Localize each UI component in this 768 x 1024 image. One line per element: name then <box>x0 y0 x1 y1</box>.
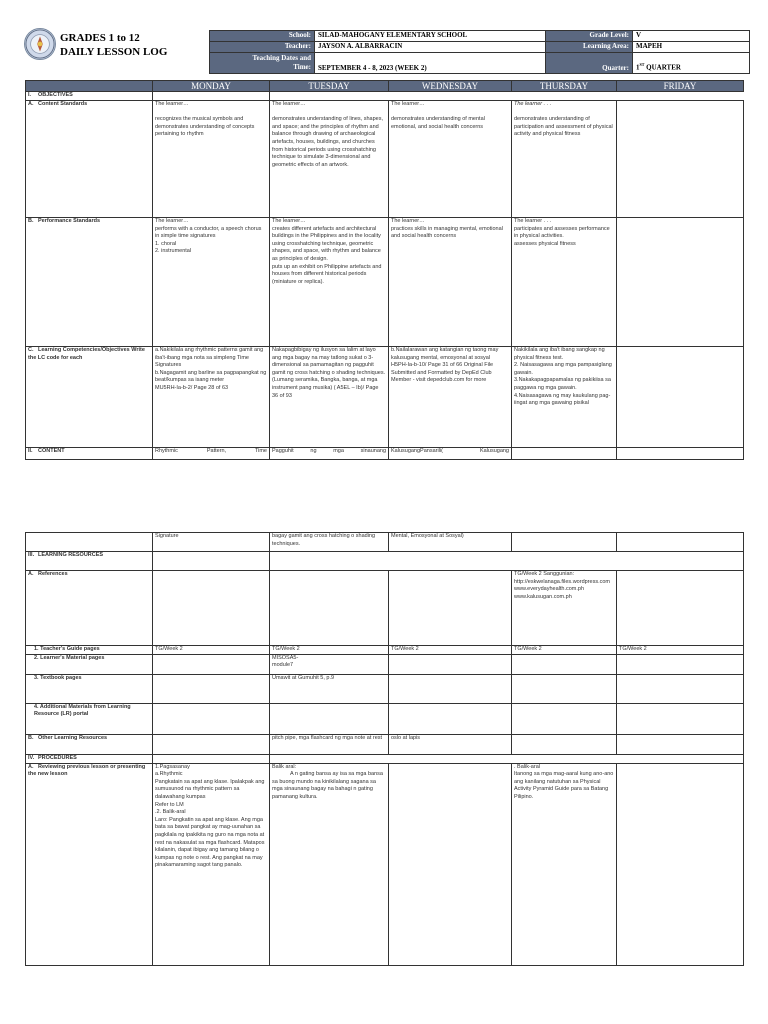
reviewing-label: A. Reviewing previous lesson or presenting the new lesson <box>26 763 153 965</box>
grade-level-value: V <box>633 31 750 42</box>
textbook-label: 3. Textbook pages <box>26 674 153 703</box>
title-line-2: DAILY LESSON LOG <box>60 46 168 58</box>
competencies-tue: Nakapagbibigay ng ilusyon sa lalim at layo ang mga bagay na may tatlong sukat o 3-dimensional sa pamamagitan ng pagguhit gamit ng cross hatching o shading techniques. (Lumang seramika, Bangka, banga, at mga instrument pang musika) ( A5EL – Ib)/ Page 36 of 93 <box>270 347 389 448</box>
learning-area-label: Learning Area: <box>546 42 633 53</box>
content-standards-mon: The learner… recognizes the musical symbols and demonstrates understanding of concepts pertaining to rhythm <box>153 101 270 218</box>
content-cont-thu <box>512 533 617 552</box>
additional-materials-mon <box>153 703 270 734</box>
teaching-dates-label-line2: Time: <box>293 63 311 71</box>
references-thu: TG/Week 2 Sanggunian: http://eskwelanaga.files.wordpress.com www.everydayhealth.com.ph www.kalusugan.com.ph <box>512 571 617 646</box>
learners-material-mon <box>153 654 270 674</box>
learning-resources-blank <box>270 552 744 571</box>
other-resources-label: B. Other Learning Resources <box>26 734 153 754</box>
content-cont-tue: bagay gamit ang cross hatching o shading techniques. <box>270 533 389 552</box>
day-monday: MONDAY <box>153 81 270 92</box>
objectives-heading: I. OBJECTIVES <box>26 92 153 101</box>
content-standards-wed: The learner… demonstrates understanding of mental emotional, and social health concerns <box>389 101 512 218</box>
references-wed <box>389 571 512 646</box>
other-resources-mon <box>153 734 270 754</box>
additional-materials-label: 4. Additional Materials from Learning Resource (LR) portal <box>26 703 153 734</box>
textbook-fri <box>617 674 744 703</box>
content-heading: II. CONTENT <box>26 448 153 460</box>
references-fri <box>617 571 744 646</box>
day-thursday: THURSDAY <box>512 81 617 92</box>
references-label: A. References <box>26 571 153 646</box>
content-cont-fri <box>617 533 744 552</box>
learning-resources-heading: III. LEARNING RESOURCES <box>26 552 153 571</box>
teaching-dates-label <box>210 53 315 74</box>
performance-standards-thu: The learner . . . participates and assesses performance in physical activities. assesses physical fitness <box>512 218 617 347</box>
learners-material-label: 2. Learner's Material pages <box>26 654 153 674</box>
competencies-fri <box>617 347 744 448</box>
learners-material-tue: MISOSA5- module7 <box>270 654 389 674</box>
additional-materials-wed <box>389 703 512 734</box>
teachers-guide-label: 1. Teacher's Guide pages <box>26 646 153 655</box>
teachers-guide-wed: TG/Week 2 <box>389 646 512 655</box>
content-standards-thu-head: The learner . . . <box>514 101 552 107</box>
performance-standards-mon: The learner… performs with a conductor, a speech chorus in simple time signatures 1. choral 2. instrumental <box>153 218 270 347</box>
days-corner <box>26 81 153 92</box>
learning-area-value: MAPEH <box>633 42 750 53</box>
lesson-log-title <box>60 31 167 59</box>
content-thu <box>512 448 617 460</box>
day-wednesday: WEDNESDAY <box>389 81 512 92</box>
performance-standards-tue: The learner… creates different artefacts and architectural buildings in the Philippines and in the locality using crosshatching technique, geometric shapes, and space, with rhythm and balance as principles of design. puts up an exhibit on Philippine artefacts and houses from different historical periods (miniature or replica). <box>270 218 389 347</box>
competencies-thu: Nakikilala ang iba't ibang sangkap ng physical fitness test. 2. Naisasagawa ang mga pampasiglang gawain. 3.Nakakapagpapamalas ng pakikiisa sa paggawa ng mga gawain. 4.Naisasagawa ng may kaukulang pag-iingat ang mga gawaing pisikal <box>512 347 617 448</box>
reviewing-mon: 1.Pagsasanay a.Rhythmic Pangkatain sa apat ang klase. Ipalakpak ang sumusunod na rhythmic pattern sa dalawahang kumpas Refer to LM .2. Balik-aral Laro: Pangkatin sa apat ang klase. Ang mga bata sa bawat pangkat ay mag-uunahan sa pagkilala ng ipakikita ng guro na mga nota at rest na nakasulat sa mga flashcard. Matapos kilalanin, dapat ibigay ang tamang bilang o kumpas ng note o rest. Ang pangkat na may pinakamaraming sagot tang panalo. <box>153 763 270 965</box>
school-value: SILAD-MAHOGANY ELEMENTARY SCHOOL <box>315 31 546 42</box>
teacher-value: JAYSON A. ALBARRACIN <box>315 42 546 53</box>
references-tue <box>270 571 389 646</box>
reviewing-fri <box>617 763 744 965</box>
textbook-wed <box>389 674 512 703</box>
quarter-number: 1 <box>636 63 640 72</box>
content-standards-fri <box>617 101 744 218</box>
references-mon <box>153 571 270 646</box>
deped-seal-icon <box>24 28 56 60</box>
quarter-label: Quarter: <box>546 53 633 74</box>
day-tuesday: TUESDAY <box>270 81 389 92</box>
teaching-dates-value: SEPTEMBER 4 - 8, 2023 (WEEK 2) <box>315 53 546 74</box>
textbook-mon <box>153 674 270 703</box>
header-info-table <box>209 30 750 74</box>
competencies-wed: b.Nailalarawan ang katangian ng taong may kalusugang mental, emosyonal at sosyal H5PH-Ia-b-10/ Page 31 of 66 Original File Submitted and Formatted by DepEd Club Member - visit depedclub.com for more <box>389 347 512 448</box>
other-resources-tue: pitch pipe, mga flashcard ng mga note at rest <box>270 734 389 754</box>
content-cont-mon: Signature <box>153 533 270 552</box>
other-resources-thu <box>512 734 617 754</box>
textbook-thu <box>512 674 617 703</box>
content-standards-thu-body: demonstrates understanding of participation and assessment of physical activity and physical fitness <box>514 116 613 138</box>
learning-resources-mon <box>153 552 270 571</box>
school-label: School: <box>210 31 315 42</box>
procedures-heading: IV. PROCEDURES <box>26 754 153 763</box>
reviewing-tue-head: Balik aral: <box>272 763 297 770</box>
additional-materials-thu <box>512 703 617 734</box>
textbook-tue: Umawit at Gumuhit 5, p.9 <box>270 674 389 703</box>
teachers-guide-mon: TG/Week 2 <box>153 646 270 655</box>
reviewing-tue-body: A n gating bansa ay isa sa mga bansa sa buong mundo na kinikilalang sagana sa mga sinaunang bagay na bahagi n gating pamanang kultura. <box>272 771 383 800</box>
teachers-guide-tue: TG/Week 2 <box>270 646 389 655</box>
procedures-blank <box>270 754 744 763</box>
quarter-word: QUARTER <box>644 63 681 72</box>
day-friday: FRIDAY <box>617 81 744 92</box>
content-standards-label: A. Content Standards <box>26 101 153 218</box>
quarter-value <box>633 53 750 74</box>
quarter-ordinal: ST <box>639 62 645 68</box>
content-cont-label <box>26 533 153 552</box>
reviewing-wed <box>389 763 512 965</box>
content-standards-thu <box>512 101 617 218</box>
objectives-mon <box>153 92 270 101</box>
performance-standards-label: B. Performance Standards <box>26 218 153 347</box>
additional-materials-fri <box>617 703 744 734</box>
reviewing-thu: . Balik-aral Itanong sa mga mag-aaral kung ano-ano ang kanilang natutuhan sa Physical Activity Pyramid Guide para sa Batang Pilipino. <box>512 763 617 965</box>
objectives-blank <box>270 92 744 101</box>
teachers-guide-fri: TG/Week 2 <box>617 646 744 655</box>
content-standards-tue: The learner… demonstrates understanding of lines, shapes, and space; and the principles of rhythm and balance through drawing of archaeological artefacts, houses, buildings, and churches from historical periods using crosshatching technique to simulate 3-dimensional and geometric effects of an artwork. <box>270 101 389 218</box>
teacher-label: Teacher: <box>210 42 315 53</box>
grade-level-label: Grade Level: <box>546 31 633 42</box>
title-line-1: GRADES 1 to 12 <box>60 32 140 44</box>
procedures-mon <box>153 754 270 763</box>
content-cont-wed: Mental, Emosyonal at Sosyal) <box>389 533 512 552</box>
content-wed: KalusugangPansarili( Kalusugang <box>389 448 512 460</box>
learners-material-thu <box>512 654 617 674</box>
other-resources-fri <box>617 734 744 754</box>
performance-standards-fri <box>617 218 744 347</box>
additional-materials-tue <box>270 703 389 734</box>
competencies-label: C. Learning Competencies/Objectives Write the LC code for each <box>26 347 153 448</box>
competencies-mon: a.Nakikilala ang rhythmic patterns gamit ang iba't-ibang mga nota sa simpleng Time Signatures b.Nagagamit ang barline sa pagpapangkat ng beat/kumpas sa isang meter MU5RH-Ia-b-2/ Page 28 of 63 <box>153 347 270 448</box>
performance-standards-wed: The learner… practices skills in managing mental, emotional and social health concerns <box>389 218 512 347</box>
teachers-guide-thu: TG/Week 2 <box>512 646 617 655</box>
learners-material-wed <box>389 654 512 674</box>
reviewing-tue <box>270 763 389 965</box>
content-fri <box>617 448 744 460</box>
teaching-dates-label-line1: Teaching Dates and <box>252 53 311 62</box>
content-mon: Rhythmic Pattern, Time <box>153 448 270 460</box>
learners-material-fri <box>617 654 744 674</box>
content-tue: Pagguhit ng mga sinaunang <box>270 448 389 460</box>
lesson-table-page2 <box>25 532 744 966</box>
other-resources-wed: oslo at lapis <box>389 734 512 754</box>
lesson-table-page1 <box>25 80 744 460</box>
